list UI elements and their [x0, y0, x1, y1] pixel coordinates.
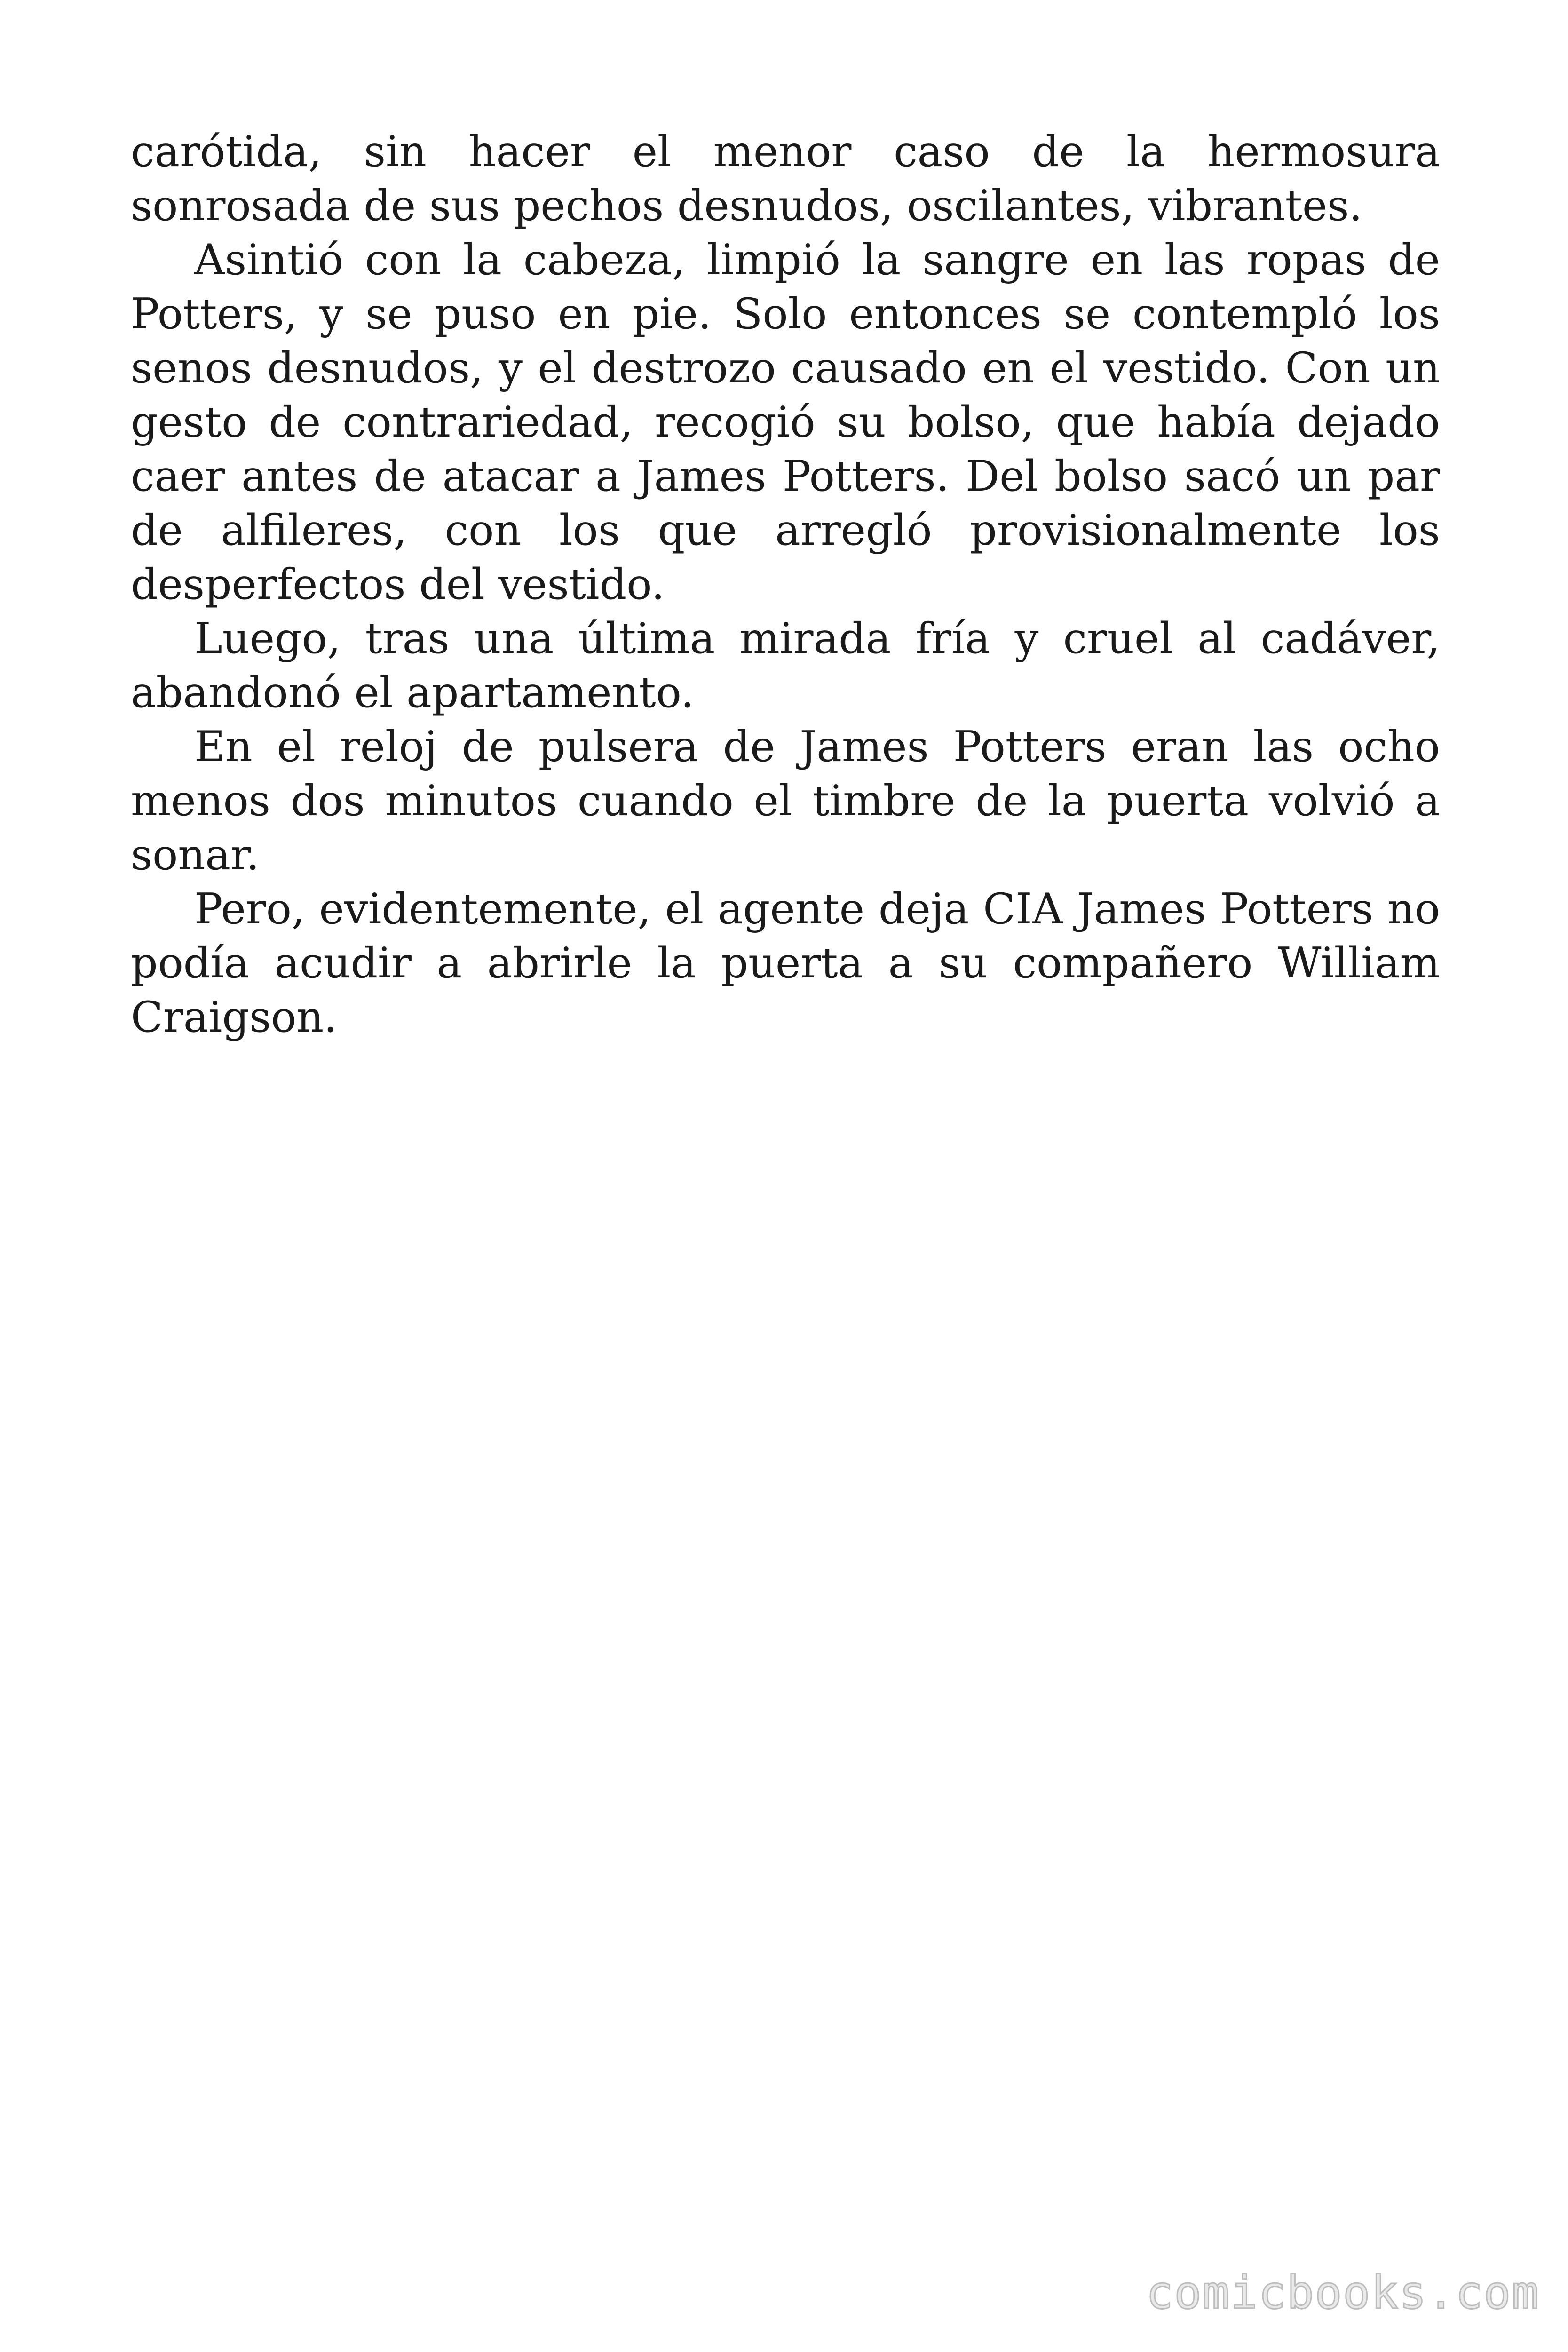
paragraph: Asintió con la cabeza, limpió la sangre en las ropas de Potters, y se puso en pie. Solo entonces se contempló los senos desnudos, y el destrozo causado en el vestido. Con un gesto de contrariedad, recogió su bolso, que había dejado caer antes de atacar a James Potters. Del bolso sacó un par de alfileres, con los que arregló provisionalmente los desperfectos del vestido. — [131, 235, 1440, 609]
watermark: comicbooks.com — [1146, 2266, 1540, 2319]
paragraph: Luego, tras una última mirada fría y cruel al cadáver, abandonó el apartamento. — [131, 614, 1440, 717]
paragraph: Pero, evidentemente, el agente deja CIA James Potters no podía acudir a abrirle la puerta a su compañero William Craigson. — [131, 884, 1440, 1042]
paragraph-continuation: carótida, sin hacer el menor caso de la hermosura sonrosada de sus pechos desnudos, oscilantes, vibrantes. — [131, 127, 1440, 230]
body-text — [131, 125, 1440, 1044]
paragraph: En el reloj de pulsera de James Potters eran las ocho menos dos minutos cuando el timbre de la puerta volvió a sonar. — [131, 722, 1440, 880]
